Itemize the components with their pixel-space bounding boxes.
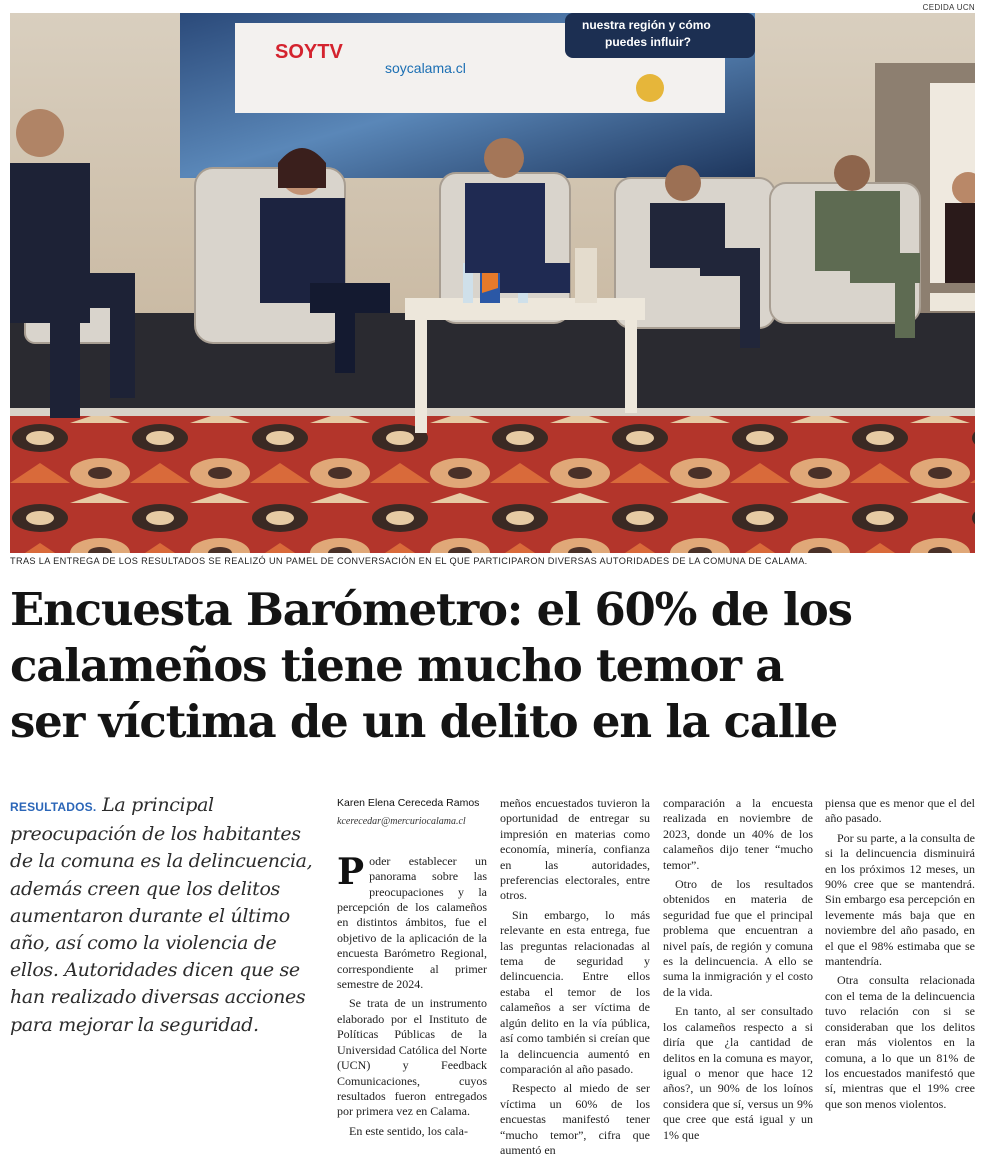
screen-brand-soycalama: soycalama.cl (385, 60, 466, 76)
panel-discussion-illustration (10, 13, 975, 553)
section-kicker: RESULTADOS. (10, 800, 97, 814)
article-column-1 (337, 796, 487, 1139)
body-paragraph: Otro de los resultados obtenidos en materia de seguridad fue que el principal problema que encuentran a nivel país, de región y comuna es la delincuencia. A ello se suma la inmigración y el costo de la vida. (663, 877, 813, 999)
headline-line-3: ser víctima de un delito en la calle (10, 695, 838, 748)
lead-paragraph (10, 792, 322, 1039)
event-photo (10, 13, 975, 553)
body-paragraph: Otra consulta relacionada con el tema de la delincuencia tuvo relación con si se consideraban que los delitos eran más violentos en la comuna, a lo que un 81% de los encuestados manifestó que sí, mientras que el 19% cree que son menos violentos. (825, 973, 975, 1111)
body-paragraph: En este sentido, los cala- (349, 1123, 468, 1138)
body-paragraph: Sin embargo, lo más relevante en esta entrega, fue las preguntas relacionadas al tema de seguridad y delincuencia. Entre ellos estaba el temor de los calameños a ser víctima de algún delito en la vía pública, así como también si creían que la delincuencia aumentó en comparación al año pasado. (500, 907, 650, 1076)
body-text: oder establecer un panorama sobre las preocupaciones y la percepción de los calameños en distintos ámbitos, fue el objetivo de la aplicación de la encuesta Barómetro Regional, correspondiente al primer semestre de 2024. (337, 853, 487, 992)
article-column-2 (500, 796, 650, 1158)
lead-text: La principal preocupación de los habitantes de la comuna es la delincuencia, además creen que los delitos aumentaron durante el último año, así como la violencia de ellos. Autoridades dicen que se han realizado diversas acciones para mejorar la seguridad. (10, 794, 313, 1036)
headline-line-2: calameños tiene mucho temor a (10, 639, 784, 692)
body-paragraph: Por su parte, a la consulta de si la delincuencia disminuirá en los próximos 12 meses, un 90% cree que se mantendrá. Sin embargo esa percepción en levemente más baja que en noviembre del año pasado, en el que el 98% estimaba que se mantendría. (825, 830, 975, 969)
headline (10, 582, 980, 750)
body-paragraph: meños encuestados tuvieron la oportunidad de entregar su impresión en materias como economía, minería, confianza en las autoridades, preferencias electorales, entre otros. (500, 796, 650, 903)
body-paragraph: Respecto al miedo de ser víctima un 60% de los encuestas manifestó tener “mucho temor”, cifra que aumentó en (500, 1081, 650, 1157)
drop-cap: P (337, 850, 365, 893)
body-paragraph (337, 850, 487, 993)
body-paragraph: Se trata de un instrumento elaborado por el Instituto de Políticas Públicas de la Universidad Católica del Norte (UCN) y Feedback Comunicaciones, cuyos resultados fueron entregados por primera vez en Calama. (337, 996, 487, 1119)
photo-caption: TRAS LA ENTREGA DE LOS RESULTADOS SE REALIZÓ UN PAMEL DE CONVERSACIÓN EN EL QUE PARTICIPARON DIVERSAS AUTORIDADES DE LA COMUNA DE CALAMA. (10, 556, 808, 566)
body-paragraph: comparación a la encuesta realizada en noviembre de 2023, donde un 40% de los calameños dijo tener “mucho temor”. (663, 796, 813, 872)
screen-brand-soytv: SOYTV (275, 41, 343, 63)
screen-text-line1: nuestra región y cómo (582, 18, 711, 32)
article-column-4 (825, 796, 975, 1112)
photo-credit: CEDIDA UCN (922, 3, 975, 12)
body-paragraph: piensa que es menor que el del año pasado. (825, 796, 975, 826)
article-column-3 (663, 796, 813, 1143)
headline-line-1: Encuesta Barómetro: el 60% de los (10, 583, 852, 636)
byline-author: Karen Elena Cereceda Ramos (337, 797, 480, 809)
body-paragraph: En tanto, al ser consultado los calameños respecto a si diría que ¿la cantidad de delitos en la comuna es mayor, igual o menor que hace 12 años?, un 90% de los loínos considera que sí, versus un 9% que cree que está igual y un 1% que (663, 1004, 813, 1142)
byline-email: kcerecedar@mercuriocalama.cl (337, 816, 466, 828)
screen-text-line2: puedes influir? (605, 35, 692, 49)
